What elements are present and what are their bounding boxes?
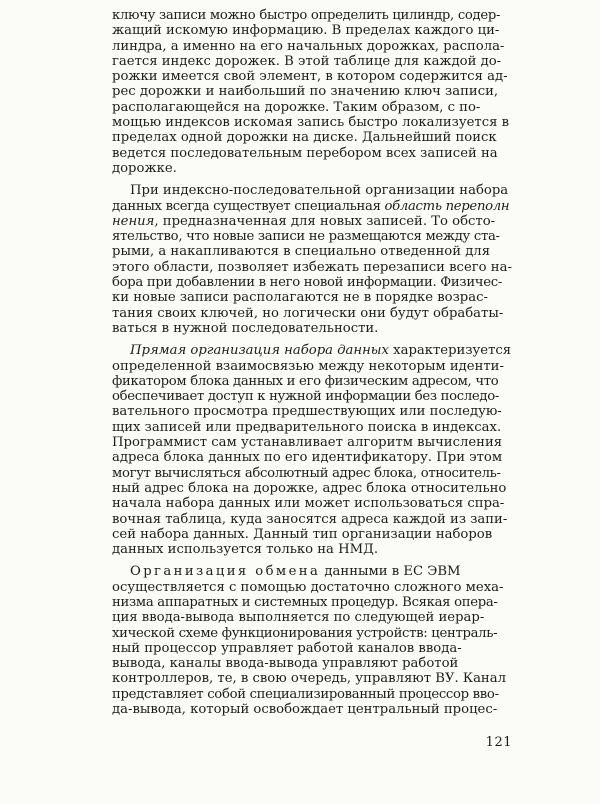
- text-line: представляет собой специализированный процессор вво-: [112, 686, 499, 702]
- text-line: При индексно-последовательной организации набора: [130, 183, 509, 199]
- text-line: данных используется только на НМД.: [112, 542, 379, 558]
- text-line: [112, 343, 512, 358]
- text-line: сей набора данных. Данный тип организации наборов: [112, 526, 493, 542]
- text-line: этого области, позволяет избежать перезаписи всего на-: [112, 259, 512, 275]
- text-line: пределах одной дорожки на диске. Дальнейший поиск: [112, 130, 497, 146]
- text-line: рыми, а накапливаются в специально отведенной для: [112, 244, 491, 260]
- text-line: вочная таблица, куда заносятся адреса каждой из запи-: [112, 511, 508, 527]
- text-line: ятельство, что новые записи не размещаются между ста-: [112, 229, 500, 245]
- text-line: хической схеме функционирования устройств: централь-: [112, 625, 498, 641]
- text-line: ведется последовательным перебором всех записей на: [112, 145, 498, 161]
- text-run: данными в ЕС ЭВМ: [320, 564, 461, 580]
- term-overflow-area-end: нения: [112, 213, 155, 229]
- text-run: данных всегда существует специальная: [112, 198, 385, 214]
- paragraph-overflow-area: [112, 183, 512, 336]
- text-line: располагающейся на дорожке. Таким образом, с по-: [112, 99, 481, 115]
- text-line: фикатором блока данных и его физическим адресом, что: [112, 373, 499, 389]
- text-line: ный процессор управляет работой каналов ввода-: [112, 640, 462, 656]
- text-line: ция ввода-вывода выполняется по следующей иерар-: [112, 610, 485, 626]
- text-line: [112, 199, 512, 214]
- text-line: ки новые записи располагаются не в порядке возрас-: [112, 290, 488, 306]
- text-line: ваться в нужной последовательности.: [112, 320, 379, 336]
- text-line: Программист сам устанавливает алгоритм вычисления: [112, 435, 503, 451]
- book-page: [112, 8, 512, 768]
- page-number: 121: [485, 735, 512, 750]
- text-line: тания своих ключей, но логически они будут обрабаты-: [112, 305, 504, 321]
- term-direct-organization: Прямая организация набора данных: [130, 343, 389, 359]
- text-line: ный адрес блока на дорожке, адрес блока относительно: [112, 480, 507, 496]
- text-line: обеспечивает доступ к нужной информации без последо-: [112, 389, 500, 405]
- paragraph-index-track: [112, 8, 512, 176]
- text-line: да-вывода, который освобождает центральный процес-: [112, 702, 498, 718]
- text-line: низма аппаратных и системных процедур. Всякая опера-: [112, 594, 498, 610]
- text-line: осуществляется с помощью достаточно сложного меха-: [112, 579, 504, 595]
- term-exchange-organization: Организация обмена: [130, 564, 321, 580]
- paragraph-direct-organization: [112, 343, 512, 557]
- text-line: линдра, а именно на его начальных дорожках, распола-: [112, 38, 505, 54]
- text-run: характеризуется: [388, 343, 512, 359]
- text-line: щих записей или предварительного поиска в индексах.: [112, 419, 502, 435]
- text-line: жащий искомую информацию. В пределах каждого ци-: [112, 23, 500, 39]
- paragraph-io-organization: [112, 564, 512, 717]
- text-line: контроллеров, те, в свою очередь, управляют ВУ. Канал: [112, 671, 506, 687]
- text-line: бора при добавлении в него новой информации. Физичес-: [112, 275, 502, 291]
- text-line: рес дорожки и наибольший по значению ключ записи,: [112, 84, 499, 100]
- text-line: рожки имеется свой элемент, в котором содержится ад-: [112, 69, 508, 85]
- text-run: , предназначенная для новых записей. То обсто-: [154, 213, 496, 229]
- text-line: определенной взаимосвязью между некоторым иденти-: [112, 358, 504, 374]
- term-overflow-area: область переполн: [384, 198, 510, 214]
- text-line: ключу записи можно быстро определить цилиндр, содер-: [112, 8, 501, 23]
- text-line: могут вычисляться абсолютный адрес блока, относитель-: [112, 465, 501, 481]
- text-line: дорожке.: [112, 160, 177, 176]
- text-line: мощью индексов искомая запись быстро локализуется в: [112, 115, 510, 131]
- text-line: адреса блока данных по его идентификатору. При этом: [112, 450, 503, 466]
- text-line: вательного просмотра предшествующих или последую-: [112, 404, 502, 420]
- text-line: вывода, каналы ввода-вывода управляют работой: [112, 656, 459, 672]
- text-line: [112, 564, 512, 579]
- text-line: [112, 214, 512, 229]
- text-line: гается индекс дорожек. В этой таблице для каждой до-: [112, 53, 502, 69]
- text-line: начала набора данных или может использоваться спра-: [112, 496, 505, 512]
